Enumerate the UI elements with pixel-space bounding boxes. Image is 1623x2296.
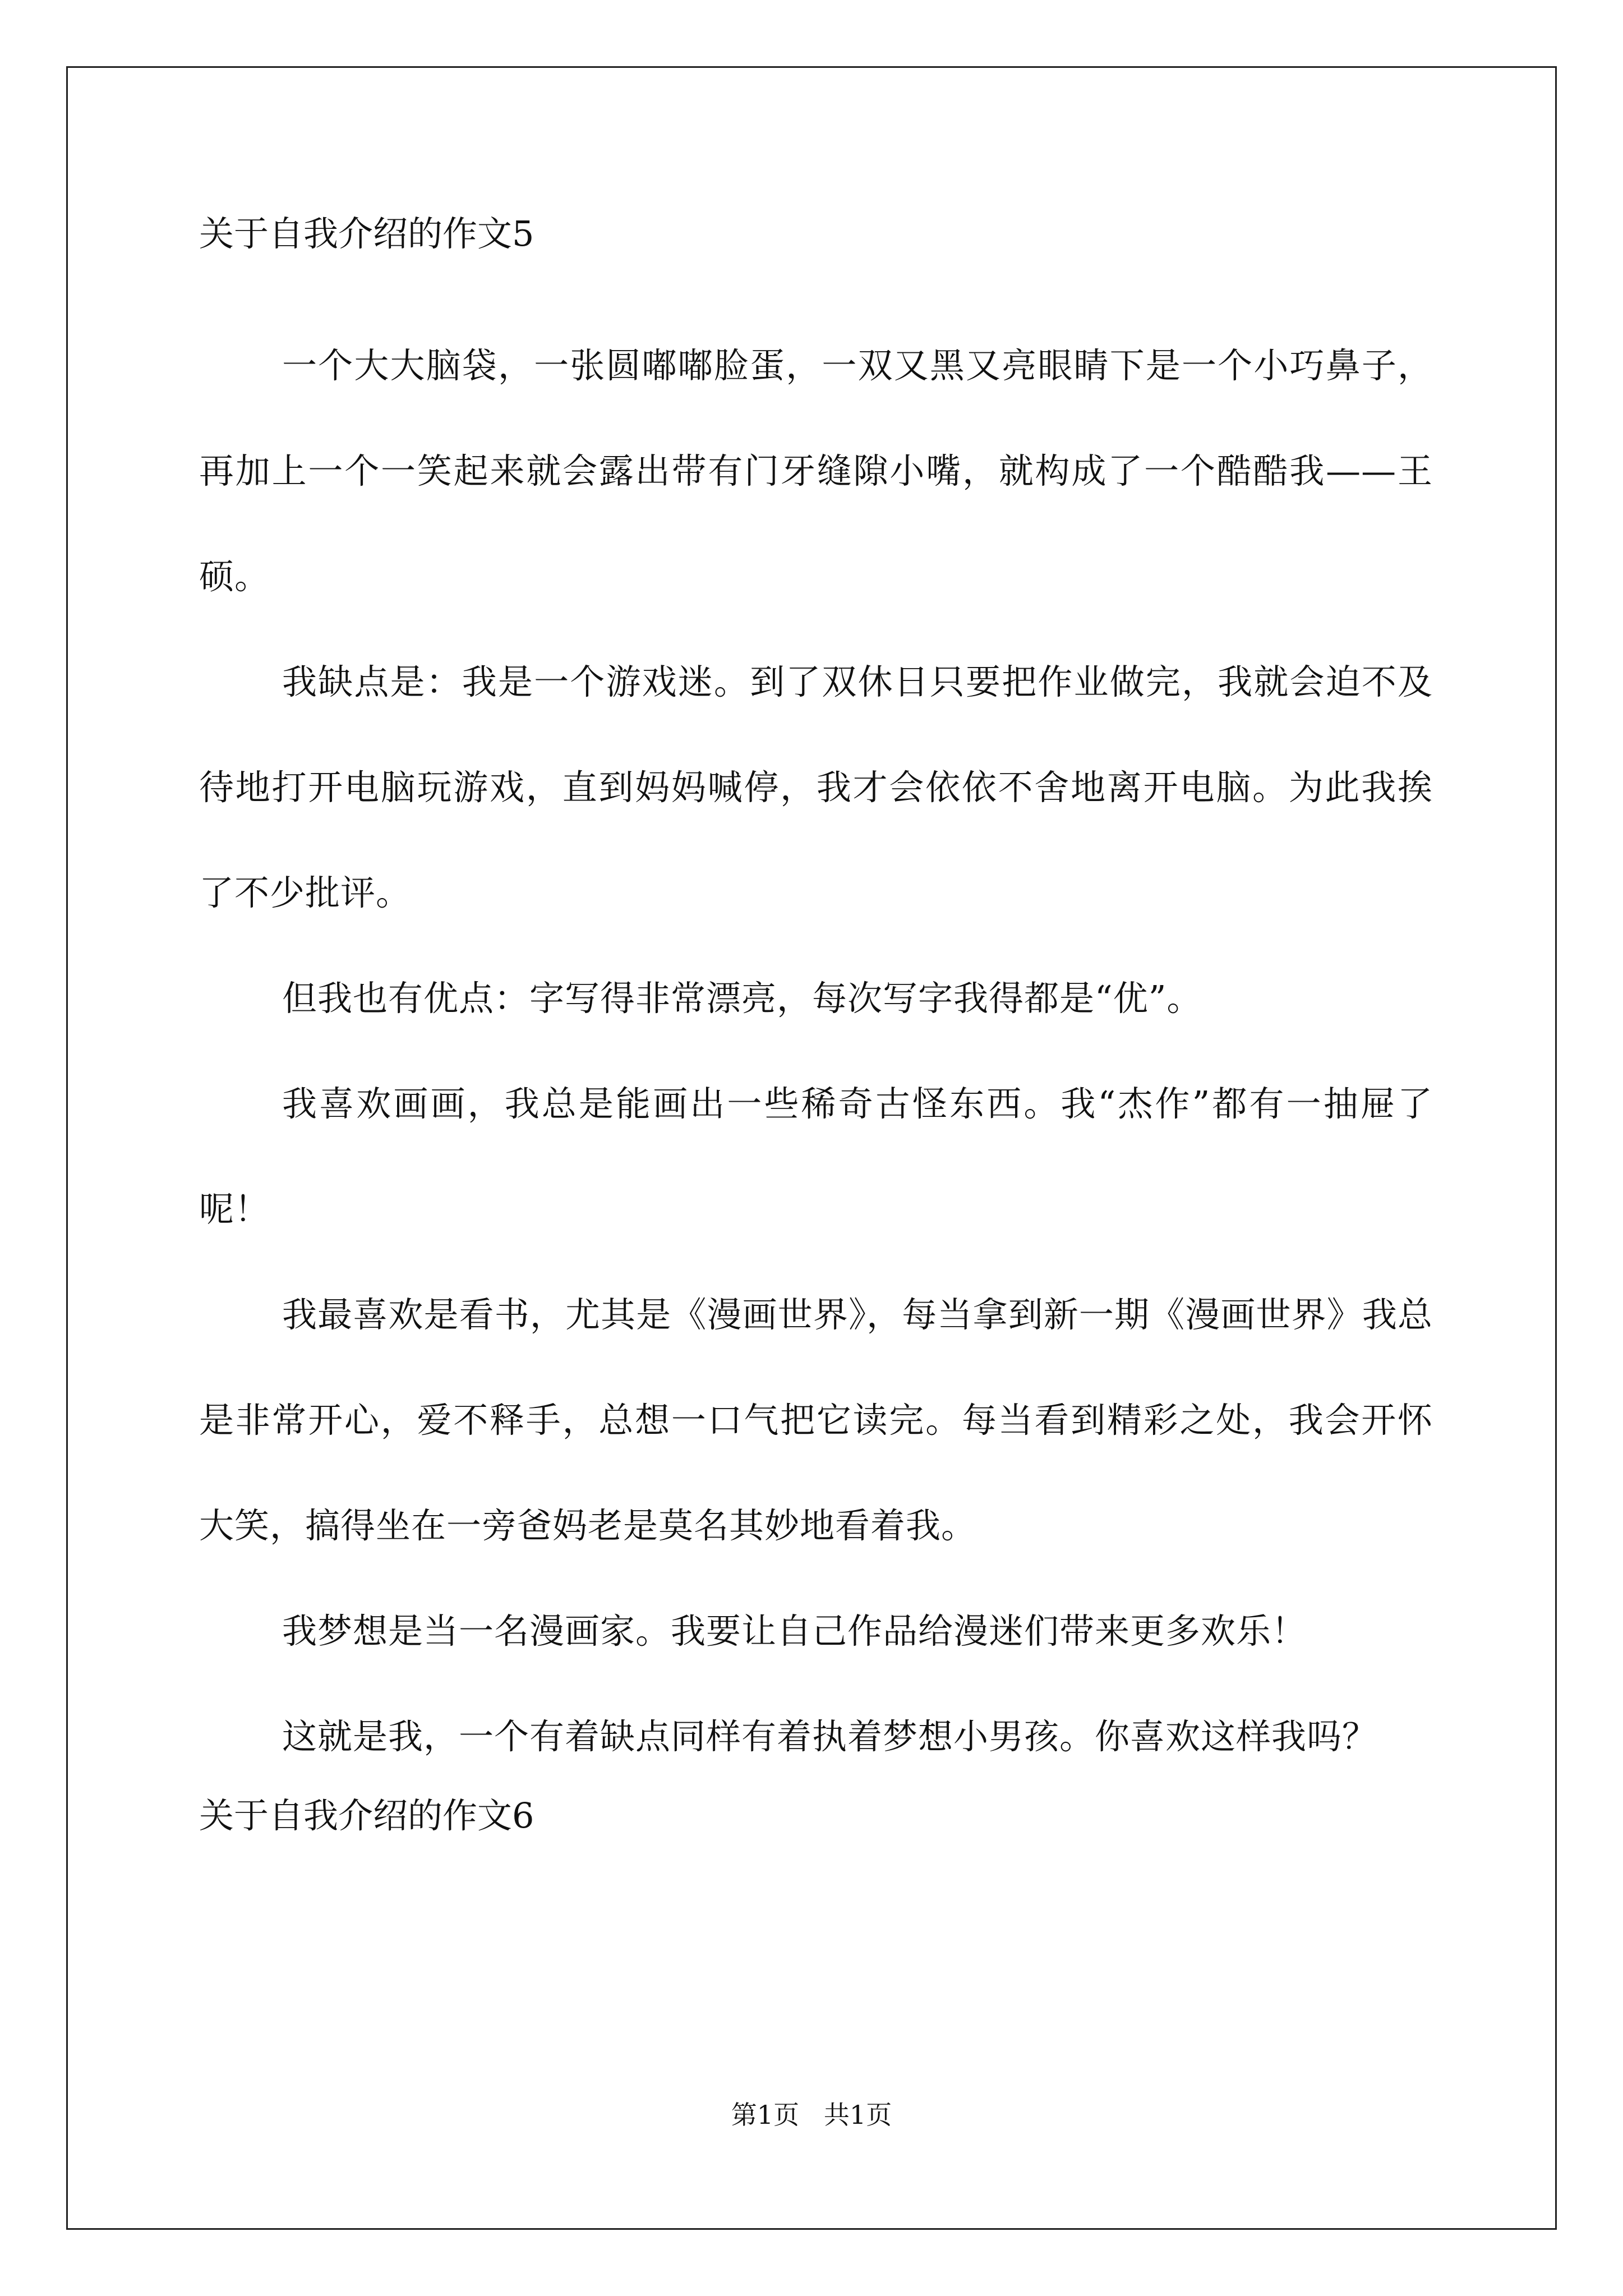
paragraph-appearance: 一个大大脑袋，一张圆嘟嘟脸蛋，一双又黑又亮眼睛下是一个小巧鼻子，再加上一个一笑起来就会露出带有门牙缝隙小嘴，就构成了一个酷酷我——王硕。 (199, 345, 1433, 597)
paragraph-shortcoming: 我缺点是：我是一个游戏迷。到了双休日只要把作业做完，我就会迫不及待地打开电脑玩游戏，直到妈妈喊停，我才会依依不舍地离开电脑。为此我挨了不少批评。 (199, 661, 1433, 913)
paragraph-strength: 但我也有优点：字写得非常漂亮，每次写字我得都是“优”。 (282, 978, 1202, 1019)
page-footer: 第1页 共1页 (731, 2100, 892, 2130)
paragraph-reading: 我最喜欢是看书，尤其是《漫画世界》，每当拿到新一期《漫画世界》我总是非常开心，爱不释手，总想一口气把它读完。每当看到精彩之处，我会开怀大笑，搞得坐在一旁爸妈老是莫名其妙地看着我。 (199, 1294, 1433, 1546)
paragraph-drawing: 我喜欢画画，我总是能画出一些稀奇古怪东西。我“杰作”都有一抽屉了呢！ (199, 1083, 1433, 1230)
section-heading-5: 关于自我介绍的作文5 (199, 213, 534, 254)
document-body (199, 208, 1433, 1895)
paragraph-closing: 这就是我，一个有着缺点同样有着执着梦想小男孩。你喜欢这样我吗？ (282, 1716, 1378, 1757)
paragraph-dream: 我梦想是当一名漫画家。我要让自己作品给漫迷们带来更多欢乐！ (282, 1611, 1307, 1651)
section-heading-6: 关于自我介绍的作文6 (199, 1795, 534, 1836)
